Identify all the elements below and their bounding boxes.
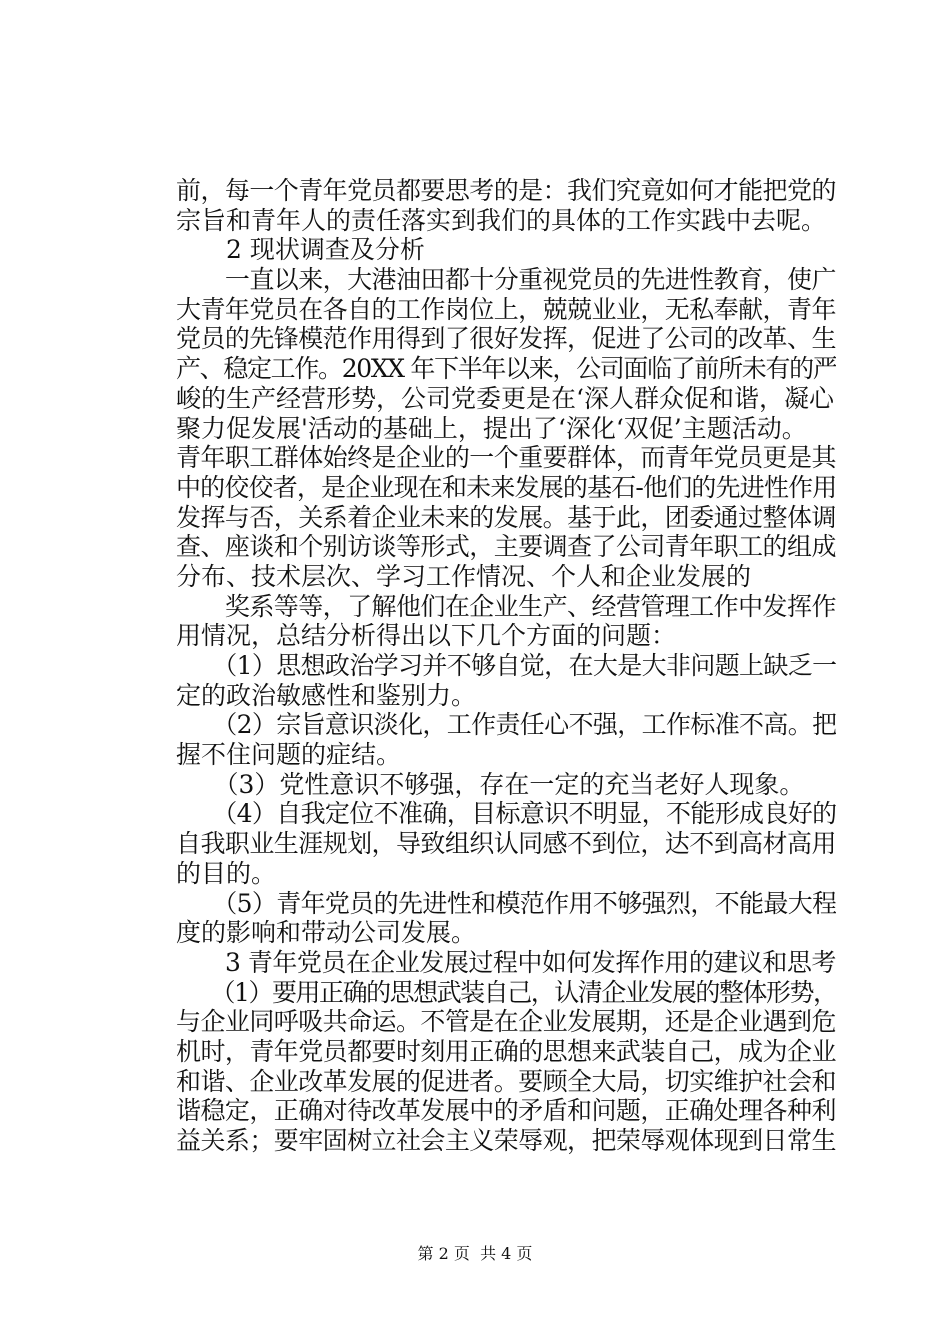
text-line: 查、座谈和个别访谈等形式，主要调查了公司青年职工的组成 [176, 532, 836, 562]
text-line: 3 青年党员在企业发展过程中如何发挥作用的建议和思考 [176, 947, 836, 977]
text-line: 自我职业生涯规划，导致组织认同感不到位，达不到高材高用 [176, 829, 836, 859]
text-line: 2 现状调查及分析 [176, 235, 425, 265]
text-line: 握不住问题的症结。 [176, 740, 402, 770]
text-line: 中的佼佼者，是企业现在和未来发展的基石-他们的先进性作用 [176, 472, 836, 502]
text-line: （4）自我定位不准确，目标意识不明显，不能形成良好的 [176, 799, 836, 829]
text-line: 大青年党员在各自的工作岗位上，兢兢业业，无私奉献，青年 [176, 294, 836, 324]
document-body [176, 176, 836, 1156]
text-line: 度的影响和带动公司发展。 [176, 918, 477, 948]
text-line: （1）要用正确的思想武装自己，认清企业发展的整体形势， [176, 977, 836, 1007]
text-line: 与企业同呼吸共命运。不管是在企业发展期，还是企业遇到危 [176, 1007, 836, 1037]
text-line: 用情况，总结分析得出以下几个方面的问题： [176, 621, 677, 651]
text-line: 一直以来，大港油田都十分重视党员的先进性教育，使广 [176, 265, 836, 295]
text-line: （1）思想政治学习并不够自觉，在大是大非问题上缺乏一 [176, 651, 836, 680]
text-line: 奖系等等，了解他们在企业生产、经营管理工作中发挥作 [176, 591, 836, 621]
text-line: 发挥与否，关系着企业未来的发展。基于此，团委通过整体调 [176, 502, 836, 532]
text-line: 宗旨和青年人的责任落实到我们的具体的工作实践中去呢。 [176, 205, 827, 235]
text-line: 分布、技术层次、学习工作情况、个人和企业发展的 [176, 561, 752, 591]
text-line: 前，每一个青年党员都要思考的是：我们究竟如何才能把党的 [176, 176, 836, 205]
text-line: （3）党性意识不够强，存在一定的充当老好人现象。 [176, 769, 805, 799]
text-line: （5）青年党员的先进性和模范作用不够强烈，不能最大程 [176, 888, 836, 918]
text-line: 党员的先锋模范作用得到了很好发挥，促进了公司的改革、生 [176, 324, 836, 354]
text-line: 的目的。 [176, 858, 277, 888]
text-line: （2）宗旨意识淡化，工作责任心不强，工作标准不高。把 [176, 710, 836, 740]
text-line: 峻的生产经营形势，公司党委更是在‘深人群众促和谐，凝心 [176, 383, 834, 413]
text-line: 机时，青年党员都要时刻用正确的思想来武装自己，成为企业 [176, 1036, 836, 1066]
text-line: 益关系；要牢固树立社会主义荣辱观，把荣辱观体现到日常生 [176, 1126, 836, 1155]
text-line: 谐稳定，正确对待改革发展中的矛盾和问题，正确处理各种利 [176, 1096, 836, 1126]
text-line: 产、稳定工作。20XX 年下半年以来，公司面临了前所未有的严 [176, 354, 836, 384]
text-line: 青年职工群体始终是企业的一个重要群体，而青年党员更是其 [176, 443, 836, 473]
text-line: 和谐、企业改革发展的促进者。要顾全大局，切实维护社会和 [176, 1066, 836, 1096]
page-footer: 第 2 页 共 4 页 [417, 1244, 533, 1263]
text-line: 定的政治敏感性和鉴别力。 [176, 680, 477, 710]
text-line: 聚力促发展'活动的基础上，提出了‘深化‘双促’主题活动。 [176, 413, 807, 443]
